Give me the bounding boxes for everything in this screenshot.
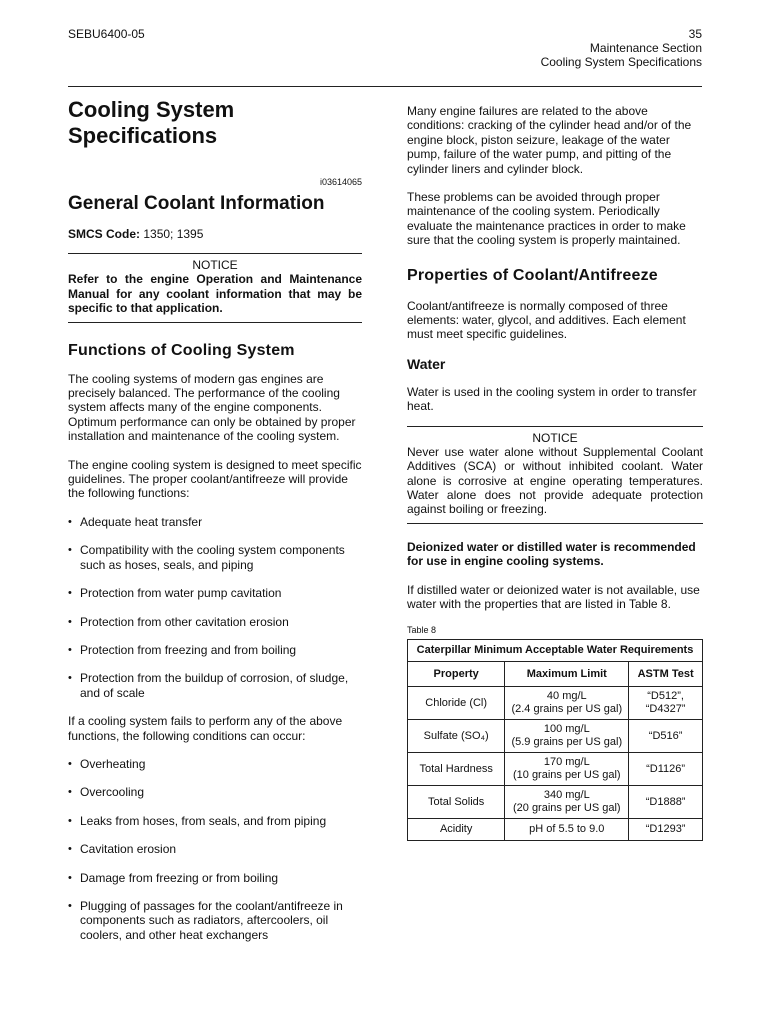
table-row <box>408 819 703 841</box>
properties-heading: Properties of Coolant/Antifreeze <box>407 266 658 284</box>
list-item: • Protection from other cavitation erosion <box>68 615 362 629</box>
table-row <box>408 786 703 819</box>
limit-cell: pH of 5.5 to 9.0 <box>505 819 629 841</box>
astm-cell: “D512”, “D4327” <box>629 687 703 720</box>
property-cell: Total Hardness <box>408 753 505 786</box>
table-row <box>408 720 703 753</box>
list-item: • Damage from freezing or from boiling <box>68 871 362 885</box>
column-header: Maximum Limit <box>505 662 629 687</box>
paragraph: These problems can be avoided through proper maintenance of the cooling system. Periodically evaluate the maintenance practices in order to make sure that the cooling system is properly maintained. <box>407 190 686 248</box>
paragraph: If a cooling system fails to perform any of the above functions, the following conditions can occur: <box>68 714 343 743</box>
table-row <box>408 687 703 720</box>
functions-list <box>68 515 362 700</box>
limit-cell <box>505 720 629 753</box>
smcs-label: SMCS Code: <box>68 227 140 241</box>
table-row <box>408 753 703 786</box>
limit-grains: (20 grains per US gal) <box>512 802 621 815</box>
astm-cell: “D1888” <box>629 786 703 819</box>
property-cell: Total Solids <box>408 786 505 819</box>
limit-grains: (2.4 grains per US gal) <box>511 703 623 716</box>
property-cell: Sulfate (SO₄) <box>408 720 505 753</box>
paragraph: If distilled water or deionized water is not available, use water with the properties that are listed in Table 8. <box>407 582 700 611</box>
limit-value: 40 mg/L <box>546 690 587 703</box>
document-id: i03614065 <box>319 177 362 187</box>
limit-grains: (5.9 grains per US gal) <box>511 736 623 749</box>
smcs-code <box>68 227 362 241</box>
list-item: • Protection from the buildup of corrosion, of sludge, and of scale <box>68 671 362 700</box>
table-title: Caterpillar Minimum Acceptable Water Requirements <box>408 640 703 662</box>
notice-text: Refer to the engine Operation and Maintenance Manual for any coolant information that may be specific to that application. <box>68 272 362 316</box>
notice-box <box>407 426 703 524</box>
column-header: ASTM Test <box>629 662 703 687</box>
page-header-right <box>541 27 702 69</box>
paragraph: Water is used in the cooling system in order to transfer heat. <box>407 384 697 414</box>
section-name: Maintenance Section <box>589 41 702 55</box>
paragraph: Coolant/antifreeze is normally composed of three elements: water, glycol, and additives. Each element must meet specific guidelines. <box>407 298 686 342</box>
general-coolant-heading: General Coolant Information <box>68 193 325 214</box>
limit-cell <box>505 786 629 819</box>
limit-value: 170 mg/L <box>543 756 590 769</box>
astm-cell: “D516” <box>629 720 703 753</box>
table-label: Table 8 <box>407 625 437 636</box>
water-requirements-table <box>407 639 703 841</box>
notice-title: NOTICE <box>532 430 578 445</box>
water-heading: Water <box>407 355 446 372</box>
list-item: • Overheating <box>68 757 362 771</box>
page-title: Cooling System Specifications <box>68 97 235 148</box>
list-item: • Adequate heat transfer <box>68 515 362 529</box>
page-number: 35 <box>688 27 702 41</box>
notice-title: NOTICE <box>192 258 238 273</box>
limit-value: 340 mg/L <box>543 789 590 802</box>
left-column <box>68 97 362 942</box>
paragraph: The cooling systems of modern gas engines are precisely balanced. The performance of the cooling system affects many of the engine components. Optimum performance can only be obtained by proper installation and maintenance of the cooling system. <box>68 371 356 444</box>
list-item: • Plugging of passages for the coolant/antifreeze in components such as radiators, aftercoolers, oil coolers, and other heat exchangers <box>68 899 362 942</box>
property-cell: Acidity <box>408 819 505 841</box>
paragraph: The engine cooling system is designed to meet specific guidelines. The proper coolant/antifreeze will provide the following functions: <box>68 457 362 501</box>
limit-grains: (10 grains per US gal) <box>512 769 621 782</box>
limit-cell <box>505 687 629 720</box>
notice-text: Never use water alone without Supplemental Coolant Additives (SCA) or without inhibited coolant. Water alone is corrosive at engine operating temperatures. Water alone does not provide adequate protection against boiling or freezing. <box>407 444 703 517</box>
list-item: • Cavitation erosion <box>68 842 362 856</box>
list-item: • Overcooling <box>68 785 362 799</box>
document-number: SEBU6400-05 <box>68 27 145 41</box>
list-item: • Protection from freezing and from boiling <box>68 643 362 657</box>
list-item: • Leaks from hoses, from seals, and from piping <box>68 814 362 828</box>
astm-cell: “D1126” <box>629 753 703 786</box>
column-header: Property <box>408 662 505 687</box>
limit-cell <box>505 753 629 786</box>
list-item: • Protection from water pump cavitation <box>68 586 362 600</box>
list-item: • Compatibility with the cooling system components such as hoses, seals, and piping <box>68 543 362 572</box>
property-cell: Chloride (Cl) <box>408 687 505 720</box>
bold-statement: Deionized water or distilled water is recommended for use in engine cooling systems. <box>407 539 696 569</box>
smcs-value: 1350; 1395 <box>143 227 204 241</box>
notice-box <box>68 253 362 322</box>
astm-cell: “D1293” <box>629 819 703 841</box>
subsection-name: Cooling System Specifications <box>540 55 702 69</box>
right-column <box>407 104 703 841</box>
limit-value: 100 mg/L <box>543 723 590 736</box>
conditions-list <box>68 757 362 942</box>
paragraph: Many engine failures are related to the above conditions: cracking of the cylinder head and/or of the engine block, piston seizure, leakage of the water pump, failure of the water pump, and pitting of the cylinder liners and cylinder block. <box>407 104 692 176</box>
header-divider <box>68 86 702 87</box>
functions-heading: Functions of Cooling System <box>68 341 295 359</box>
